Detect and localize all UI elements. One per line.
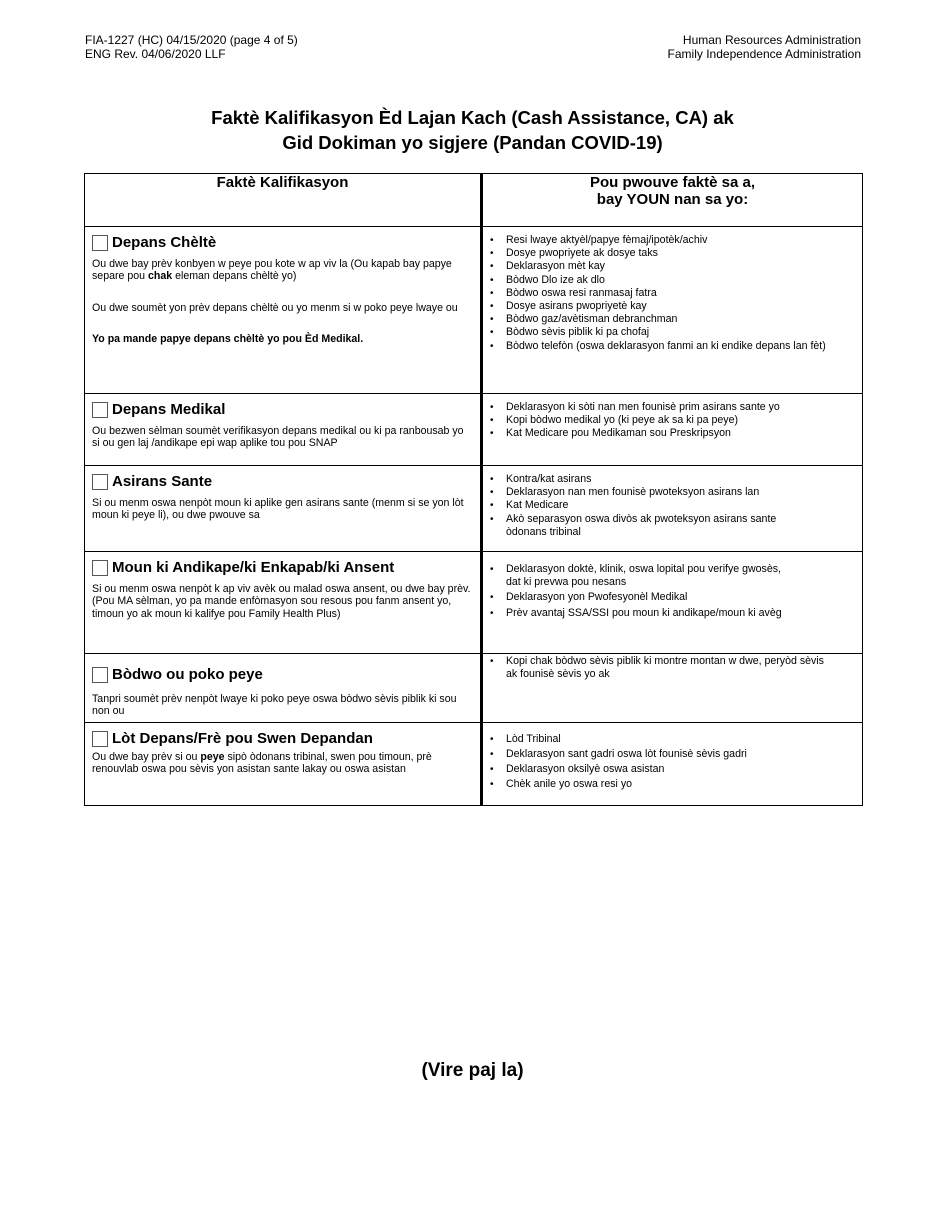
form-revision-line: ENG Rev. 04/06/2020 LLF: [85, 46, 226, 61]
list-item: • Kat Medicare pou Medikaman sou Preskripsyon: [486, 427, 856, 440]
proof-cell: [482, 466, 863, 552]
proof-cell: [482, 654, 863, 723]
list-item: • Chèk anile yo oswa resi yo: [486, 778, 856, 791]
proof-cell: [482, 227, 863, 394]
eligibility-table: [84, 173, 863, 806]
list-item: • Kopi bòdwo medikal yo (ki peye ak sa ki pa peye): [486, 414, 856, 427]
column-header-proofs-line-2: bay YOUN nan sa yo:: [596, 191, 749, 208]
form-id-header: [85, 34, 298, 61]
factor-cell: [85, 722, 482, 805]
column-header-proofs-line-1: Pou pwouve faktè sa a,: [589, 174, 756, 191]
table-row-medical-expenses: [85, 394, 863, 466]
page-title-line-2: Gid Dokiman yo sigjere (Pandan COVID-19): [282, 132, 663, 153]
table-row-unpaid-bills: [85, 654, 863, 723]
list-item: • Bòdwo oswa resi ranmasaj fatra: [486, 287, 856, 300]
column-header-factors: Faktè Kalifikasyon: [85, 174, 482, 227]
list-item: • Deklarasyon nan men founisè pwoteksyon asirans lan: [486, 486, 856, 499]
unpaid-bills-checkbox[interactable]: [92, 667, 108, 683]
factor-cell: [85, 227, 482, 394]
page-title: [0, 105, 945, 155]
factor-title: Lòt Depans/Frè pou Swen Depandan: [112, 729, 373, 747]
factor-title: Asirans Sante: [112, 473, 213, 490]
table-row-other-expenses: [85, 722, 863, 805]
list-item: • Bòdwo telefòn (oswa deklarasyon fanmi an ki endike depans lan fèt): [486, 340, 856, 353]
factor-description: Si ou menm oswa nenpòt moun ki aplike gen asirans sante (menm si se yon lòt moun ki peye li), ou dwe pwouve sa: [92, 497, 464, 522]
factor-description: Tanpri soumèt prèv nenpòt lwaye ki poko peye oswa bòdwo sèvis piblik ki sou non ou: [92, 693, 457, 718]
factor-cell: [85, 552, 482, 654]
agency-header: [668, 34, 861, 61]
shelter-expenses-checkbox[interactable]: [92, 235, 108, 251]
list-item: • Prèv avantaj SSA/SSI pou moun ki andikape/moun ki avèg: [486, 607, 856, 620]
list-item: • Deklarasyon sant gadri oswa lòt founisè sèvis gadri: [486, 748, 856, 761]
factor-description: Ou dwe bay prèv si ou peye sipò òdonans tribinal, swen pou timoun, prè renouvlab oswa pou sèvis yon asistan sante lakay ou oswa asistan: [92, 750, 432, 775]
list-item: • Bòdwo gaz/avètisman debranchman: [486, 313, 856, 326]
list-item: • Deklarasyon doktè, klinik, oswa lopital pou verifye gwosès, dat ki prevwa pou nesans: [486, 563, 856, 589]
medical-expenses-checkbox[interactable]: [92, 402, 108, 418]
list-item: • Lòd Tribinal: [486, 733, 856, 746]
list-item: • Deklarasyon ki sòti nan men founisè prim asirans sante yo: [486, 401, 856, 414]
list-item: • Deklarasyon yon Pwofesyonèl Medikal: [486, 591, 856, 604]
factor-title: Depans Medikal: [112, 401, 226, 418]
factor-description: Ou bezwen sèlman soumèt verifikasyon depans medikal ou ki pa ranbousab yo si ou gen laj /andikape epi wap aplike tou pou SNAP: [92, 425, 464, 450]
list-item: • Akò separasyon oswa divòs ak pwoteksyon asirans sante òdonans tribinal: [486, 513, 856, 539]
column-header-proofs: [482, 174, 863, 227]
factor-cell: [85, 654, 482, 723]
list-item: • Deklarasyon mèt kay: [486, 260, 856, 273]
table-row-disabled-pregnant: [85, 552, 863, 654]
list-item: • Dosye pwopriyete ak dosye taks: [486, 247, 856, 260]
factor-cell: [85, 394, 482, 466]
list-item: • Kopi chak bòdwo sèvis piblik ki montre montan w dwe, peryòd sèvis ak founisè sèvis yo ak: [486, 655, 856, 681]
turn-page-note: (Vire paj la): [421, 1060, 524, 1081]
agency-line-2: Family Independence Administration: [667, 46, 861, 61]
factor-cell: [85, 466, 482, 552]
proof-cell: [482, 552, 863, 654]
table-row-shelter-expenses: [85, 227, 863, 394]
list-item: • Bòdwo Dlo ize ak dlo: [486, 274, 856, 287]
factor-title: Bòdwo ou poko peye: [112, 666, 263, 683]
list-item: • Kat Medicare: [486, 499, 856, 512]
table-row-health-insurance: [85, 466, 863, 552]
form-id-line: FIA-1227 (HC) 04/15/2020 (page 4 of 5): [85, 33, 298, 47]
factor-title: Depans Chèltè: [112, 234, 217, 251]
list-item: • Resi lwaye aktyèl/papye fèmaj/ipotèk/achiv: [486, 234, 856, 247]
proof-cell: [482, 394, 863, 466]
agency-line-1: Human Resources Administration: [682, 33, 861, 47]
list-item: • Bòdwo sèvis piblik ki pa chofaj: [486, 326, 856, 339]
list-item: • Kontra/kat asirans: [486, 473, 856, 486]
factor-description: Ou dwe bay prèv konbyen w peye pou kote w ap viv la (Ou kapab bay papye separe pou chak eleman depans chèltè yo) Ou dwe soumèt yon prèv depans chèltè ou yo menm si w poko peye lwaye ou Yo pa mande papye depans chèltè yo pou Èd Medikal.: [92, 258, 458, 345]
factor-title: Moun ki Andikape/ki Enkapab/ki Ansent: [112, 559, 395, 576]
proof-cell: [482, 722, 863, 805]
list-item: • Deklarasyon oksilyè oswa asistan: [486, 763, 856, 776]
other-expenses-checkbox[interactable]: [92, 731, 108, 747]
disabled-pregnant-checkbox[interactable]: [92, 560, 108, 576]
factor-description: Si ou menm oswa nenpòt k ap viv avèk ou malad oswa ansent, ou dwe bay prèv. (Pou MA sèlman, yo pa mande enfòmasyon sou resous pou fanm ansent yo, timoun yo ak moun ki kalifye pou Family Health Plus): [92, 583, 471, 620]
health-insurance-checkbox[interactable]: [92, 474, 108, 490]
list-item: • Dosye asirans pwopriyetè kay: [486, 300, 856, 313]
page-title-line-1: Faktè Kalifikasyon Èd Lajan Kach (Cash Assistance, CA) ak: [211, 107, 734, 128]
table-header-row: [85, 174, 863, 227]
